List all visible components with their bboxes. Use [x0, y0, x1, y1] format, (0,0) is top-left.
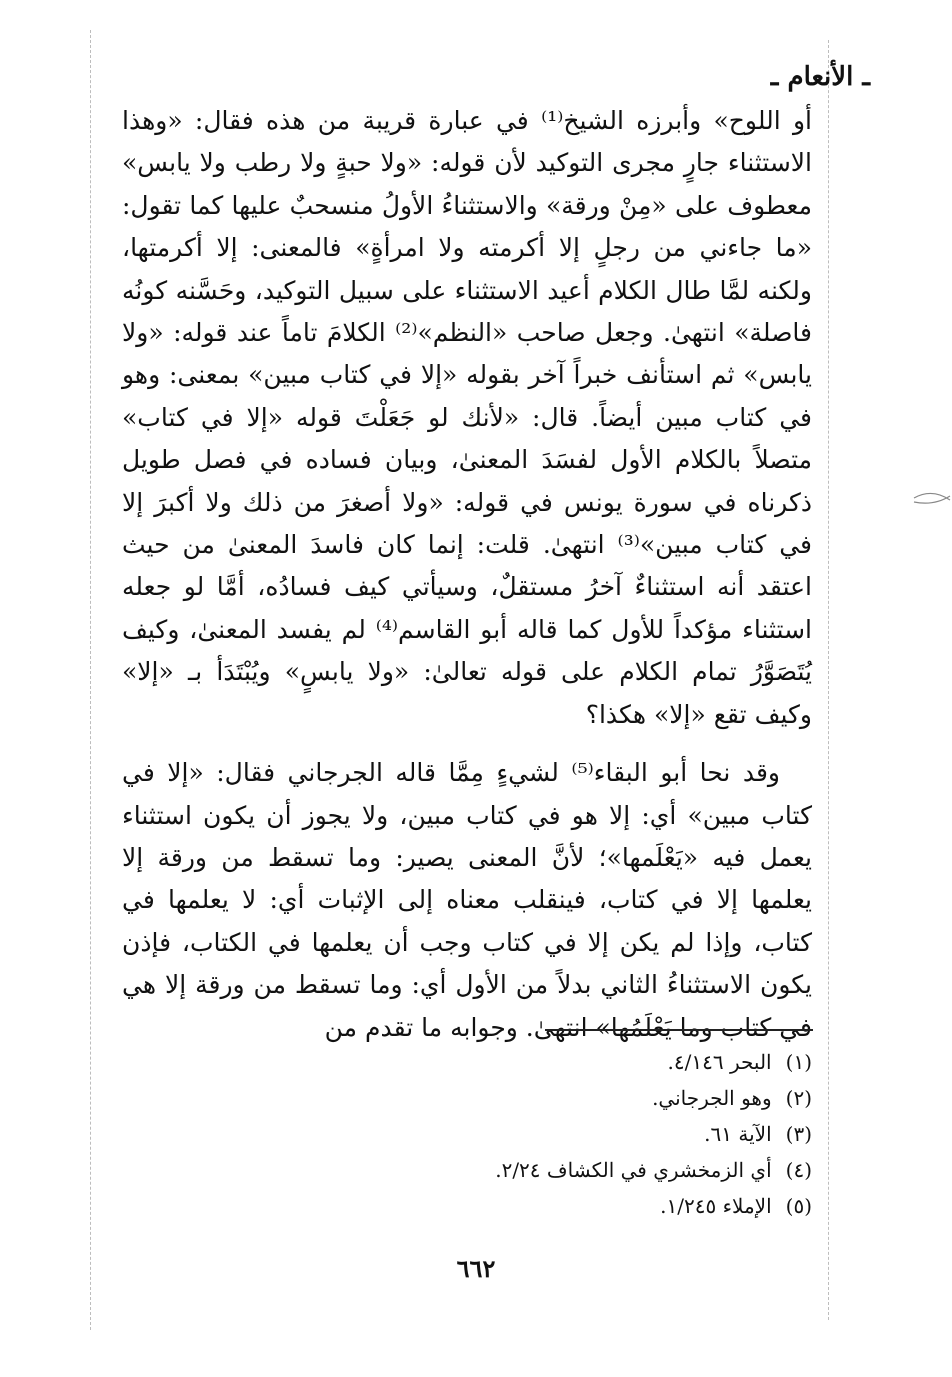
footnote-text: الإملاء ١/٢٤٥.	[660, 1194, 772, 1218]
footnote	[495, 1116, 812, 1152]
page-number: ٦٦٢	[456, 1254, 496, 1283]
footnote-text: الآية ٦١.	[704, 1122, 772, 1146]
footnote	[495, 1080, 812, 1116]
scan-artifact-line	[828, 40, 829, 1320]
footnote-text: وهو الجرجاني.	[652, 1086, 772, 1110]
footnote-number: (٣)	[785, 1122, 812, 1146]
footnotes	[495, 1044, 812, 1224]
page-header: ـ الأنعام ـ	[770, 62, 870, 92]
footnote	[495, 1044, 812, 1080]
footnote-number: (١)	[785, 1050, 812, 1074]
footnote	[495, 1188, 812, 1224]
footnote-text: أي الزمخشري في الكشاف ٢/٢٤.	[495, 1158, 772, 1182]
scan-artifact-line	[90, 30, 91, 1330]
main-text	[122, 100, 812, 1049]
footnote-separator	[545, 1029, 813, 1031]
paragraph: وقد نحا أبو البقاء⁽⁵⁾ لشيءٍ مِمَّا قاله الجرجاني فقال: «إلا في كتاب مبين» أي: إلا هو في كتاب مبين، ولا يجوز أن يكون استثناء يعمل فيه «يَعْلَمها»؛ لأنَّ المعنى يصير: وما تسقط من ورقة إلا يعلمها إلا في كتاب، فينقلب معناه إلى الإثبات أي: لا يعلمها في كتاب، وإذا لم يكن إلا في كتاب وجب أن يعلمها في الكتاب، فإذن يكون الاستثناءُ الثاني بدلاً من الأول أي: وما تسقط من ورقة إلا هي في كتاب وما يَعْلَمُها» انتهىٰ. وجوابه ما تقدم من	[122, 758, 812, 1042]
footnote-number: (٤)	[785, 1158, 812, 1182]
margin-mark	[912, 470, 952, 520]
footnote-number: (٥)	[785, 1194, 812, 1218]
footnote-number: (٢)	[785, 1086, 812, 1110]
footnote	[495, 1152, 812, 1188]
paragraph: أو اللوح» وأبرزه الشيخ⁽¹⁾ في عبارة قريبة من هذه فقال: «وهذا الاستثناء جارٍ مجرى التوكيد لأن قوله: «ولا حبةٍ ولا رطب ولا يابس» معطوف على «مِنْ ورقة» والاستثناءُ الأولُ منسحبٌ عليها كما تقول: «ما جاءني من رجلٍ إلا أكرمته ولا امرأةٍ» فالمعنى: إلا أكرمتها، ولكنه لمَّا طال الكلام أعيد الاستثناء على سبيل التوكيد، وحَسَّنه كونُه فاصلة» انتهىٰ. وجعل صاحب «النظم»⁽²⁾ الكلامَ تاماً عند قوله: «ولا يابس» ثم استأنف خبراً آخر بقوله «إلا في كتاب مبين» بمعنى: وهو في كتاب مبين أيضاً. قال: «لأنك لو جَعَلْتَ قوله «إلا في كتاب» متصلاً بالكلام الأول لفسَدَ المعنىٰ، وبيان فساده في فصل طويل ذكرناه في سورة يونس في قوله: «ولا أصغرَ من ذلك ولا أكبرَ إلا في كتاب مبين»⁽³⁾ انتهىٰ. قلت: إنما كان فاسدَ المعنىٰ من حيث اعتقد أنه استثناءٌ آخرُ مستقلٌ، وسيأتي كيف فسادُه، أمَّا لو جعله استثناء مؤكداً للأول كما قاله أبو القاسم⁽⁴⁾ لم يفسد المعنىٰ، وكيف يُتَصَوَّرُ تمام الكلام على قوله تعالىٰ: «ولا يابسٍ» ويُبْتَدَأ بـ «إلا» وكيف تقع «إلا» هكذا؟	[122, 106, 812, 729]
footnote-text: البحر ٤/١٤٦.	[667, 1050, 772, 1074]
